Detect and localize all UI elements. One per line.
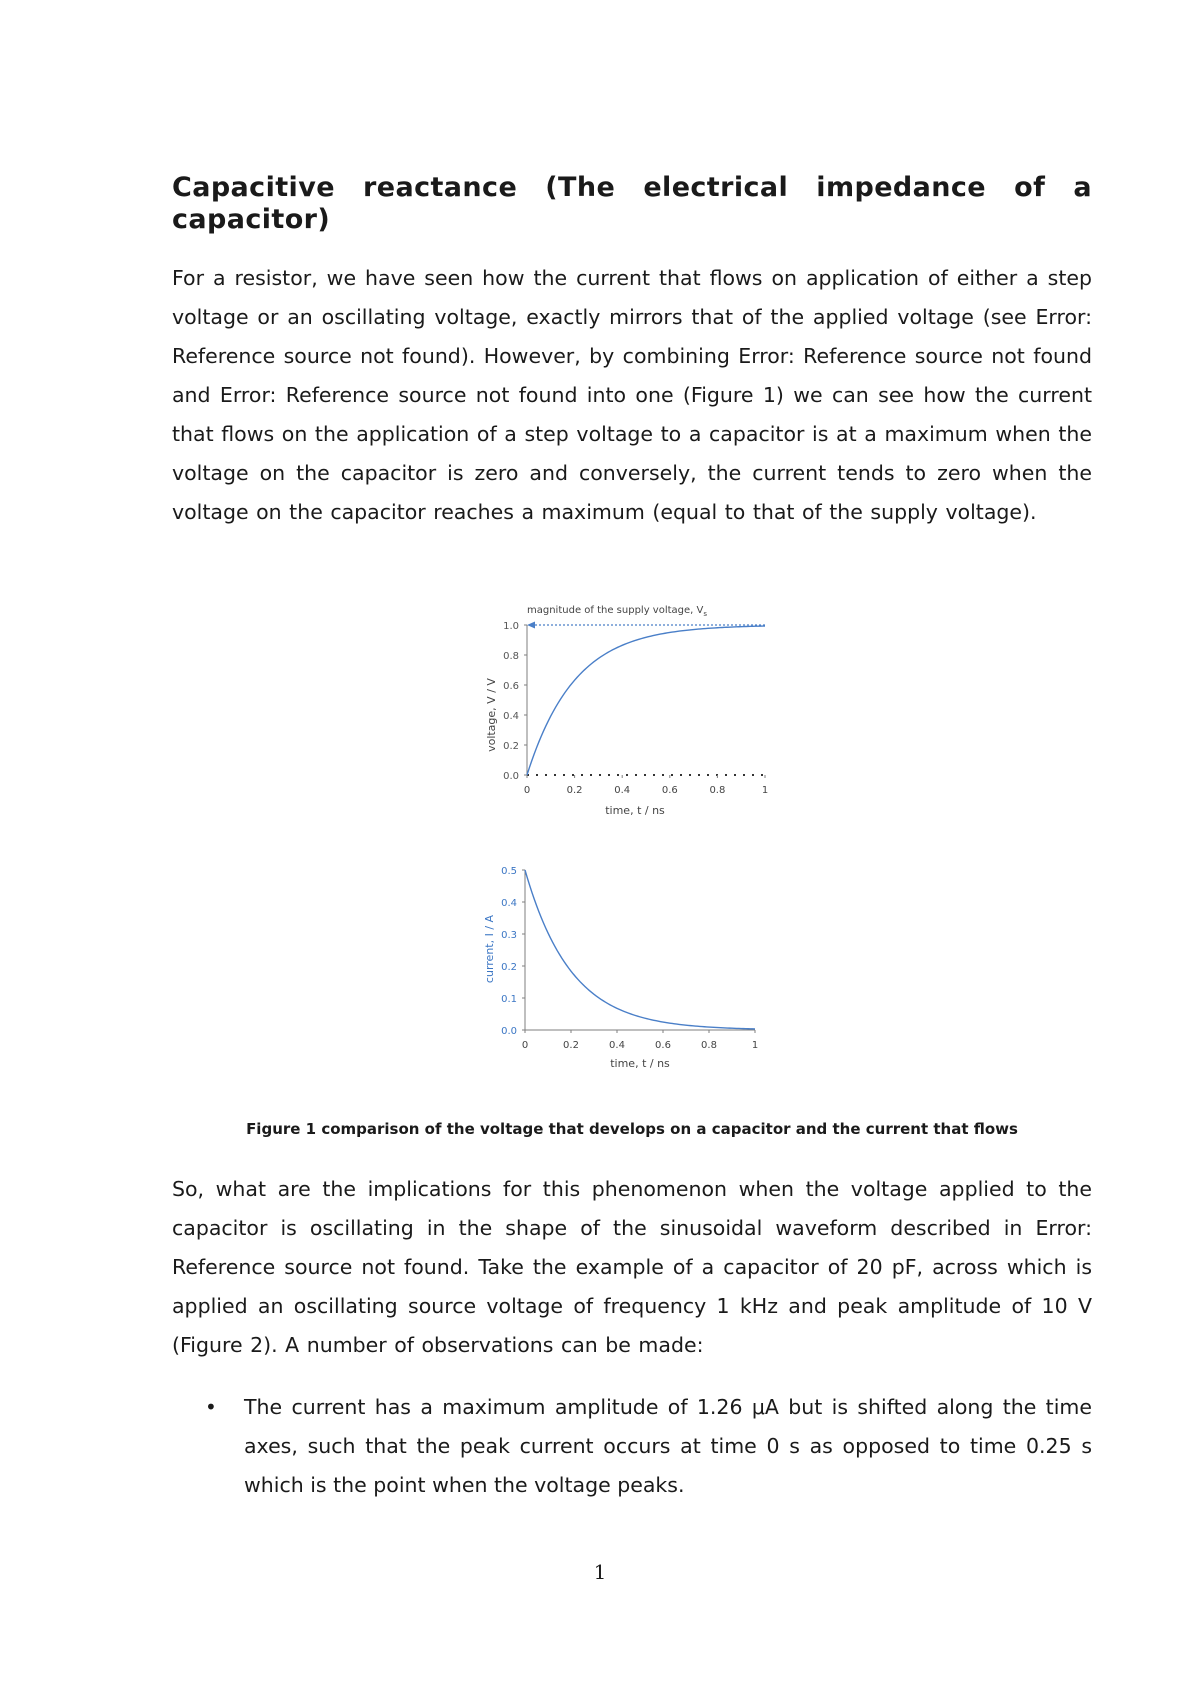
chart1-annotation: magnitude of the supply voltage, $V_s$ (527, 605, 708, 618)
chart1-y-ticks (503, 621, 527, 782)
x-tick-label: 0 (521, 1040, 529, 1051)
chart2-y-ticks (501, 866, 525, 1037)
x-tick-label: 0.4 (614, 785, 631, 796)
x-tick-label: 0.2 (563, 1040, 579, 1051)
chart1-y-axis-label: voltage, V / V (485, 678, 498, 752)
chart1-axes (527, 625, 765, 775)
x-tick-label: 1 (761, 785, 769, 796)
y-tick-label: 0.5 (501, 866, 517, 877)
y-tick-label: 0.2 (501, 962, 517, 973)
y-tick-label: 0.6 (503, 681, 519, 692)
y-tick-label: 0.0 (503, 771, 519, 782)
y-tick-label: 0.4 (501, 898, 517, 909)
bullet-text: The current has a maximum amplitude of 1.26 μA but is shifted along the time axes, such that the peak current occurs at time 0 s as opposed to time 0.25 s which is the point when the voltage peaks. (244, 1395, 1092, 1497)
x-tick-label: 0.8 (709, 785, 726, 796)
current-chart (475, 850, 795, 1080)
chart2-current-curve (525, 870, 755, 1029)
chart1-annotation-subscript: s (703, 610, 708, 618)
y-tick-label: 0.1 (501, 994, 517, 1005)
heading-line-2: capacitor) (172, 204, 331, 235)
y-tick-label: 0.3 (501, 930, 517, 941)
chart1-voltage-curve (527, 626, 765, 775)
chart2-x-axis-label: time, t / ns (610, 1057, 670, 1070)
paragraph-implications: So, what are the implications for this phenomenon when the voltage applied to the capacitor is oscillating in the shape of the sinusoidal waveform described in Error: Reference source not found. Take the example of a capacitor of 20 pF, across which is applied an oscillating source voltage of frequency 1 kHz and peak amplitude of 10 V (Figure 2). A number of observations can be made: (172, 1177, 1092, 1357)
y-tick-label: 0.2 (503, 741, 519, 752)
x-tick-label: 0.6 (655, 1040, 671, 1051)
chart1-asymptote-arrow (527, 622, 535, 629)
x-tick-label: 0.2 (566, 785, 583, 796)
x-tick-label: 0 (523, 785, 531, 796)
y-tick-label: 0.0 (501, 1026, 517, 1037)
y-tick-label: 0.8 (503, 651, 519, 662)
paragraph-intro: For a resistor, we have seen how the current that flows on application of either a step voltage or an oscillating voltage, exactly mirrors that of the applied voltage (see Error: Reference source not found). However, by combining Error: Reference source not found and Error: Reference source not found into one (Figure 1) we can see how the current that flows on the application of a step voltage to a capacitor is at a maximum when the voltage on the capacitor is zero and conversely, the current tends to zero when the voltage on the capacitor reaches a maximum (equal to that of the supply voltage). (172, 266, 1092, 524)
x-tick-label: 1 (751, 1040, 759, 1051)
x-tick-label: 0.4 (609, 1040, 625, 1051)
bullet-marker: • (205, 1395, 217, 1419)
figure-caption: Figure 1 comparison of the voltage that develops on a capacitor and the current that flows (246, 1120, 1018, 1138)
y-tick-label: 1.0 (503, 621, 519, 632)
section-heading (172, 172, 1092, 236)
heading-line-1: Capacitive reactance (The electrical impedance of a (172, 172, 1092, 203)
x-tick-label: 0.8 (701, 1040, 717, 1051)
chart2-axes (525, 870, 755, 1030)
voltage-chart (475, 600, 795, 825)
chart1-x-ticks (524, 775, 768, 796)
x-tick-label: 0.6 (661, 785, 678, 796)
y-tick-label: 0.4 (503, 711, 519, 722)
chart2-y-axis-label: current, I / A (483, 914, 496, 984)
chart2-x-ticks (522, 1030, 758, 1051)
page-number: 1 (593, 1560, 607, 1584)
chart1-x-axis-label: time, t / ns (605, 804, 665, 817)
